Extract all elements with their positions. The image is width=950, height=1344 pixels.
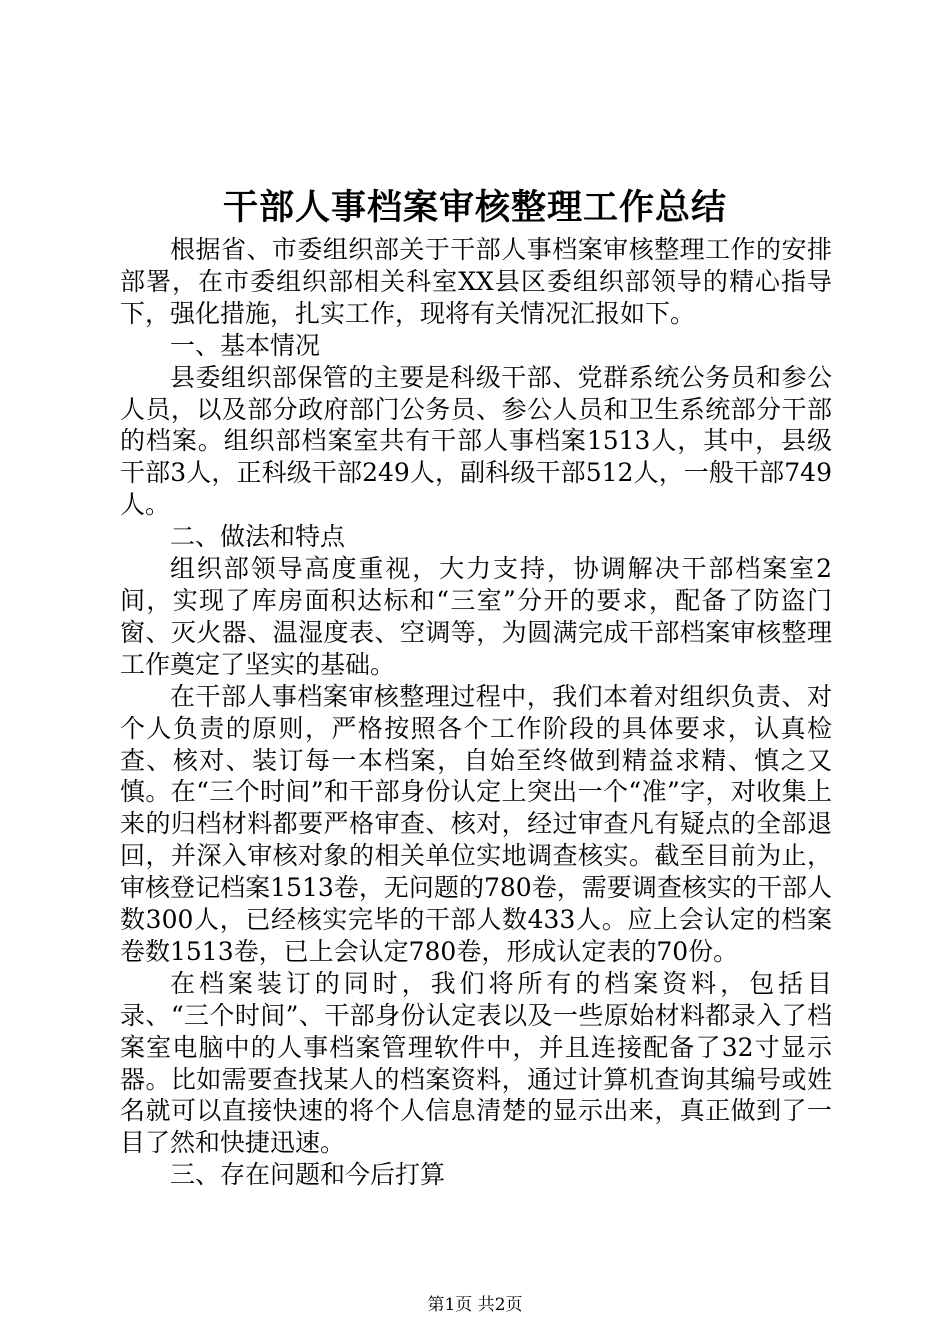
document-body — [120, 234, 832, 1191]
basic-situation-paragraph: 县委组织部保管的主要是科级干部、党群系统公务员和参公人员，以及部分政府部门公务员、参公人员和卫生系统部分干部的档案。组织部档案室共有干部人事档案1513人，其中，县级干部3人，正科级干部249人，副科级干部512人，一般干部749人。 — [120, 362, 832, 520]
document-title: 干部人事档案审核整理工作总结 — [222, 187, 727, 228]
intro-paragraph: 根据省、市委组织部关于干部人事档案审核整理工作的安排部署，在市委组织部相关科室XX县区委组织部领导的精心指导下，强化措施，扎实工作，现将有关情况汇报如下。 — [120, 235, 832, 328]
section-heading-methods: 二、做法和特点 — [170, 522, 346, 552]
methods-paragraph-1: 组织部领导高度重视，大力支持，协调解决干部档案室2间，实现了库房面积达标和“三室”分开的要求，配备了防盗门窗、灭火器、温湿度表、空调等，为圆满完成干部档案审核整理工作奠定了坚实的基础。 — [120, 554, 832, 679]
page-number-footer: 第1页 共2页 — [427, 1295, 523, 1315]
section-heading-problems: 三、存在问题和今后打算 — [170, 1160, 446, 1190]
methods-paragraph-3: 在档案装订的同时，我们将所有的档案资料，包括目录、“三个时间”、干部身份认定表以及一些原始材料都录入了档案室电脑中的人事档案管理软件中，并且连接配备了32寸显示器。比如需要查找某人的档案资料，通过计算机查询其编号或姓名就可以直接快速的将个人信息清楚的显示出来，真正做到了一目了然和快捷迅速。 — [120, 968, 832, 1158]
section-heading-basic-situation: 一、基本情况 — [170, 330, 321, 360]
methods-paragraph-2: 在干部人事档案审核整理过程中，我们本着对组织负责、对个人负责的原则，严格按照各个工作阶段的具体要求，认真检查、核对、装订每一本档案，自始至终做到精益求精、慎之又慎。在“三个时间”和干部身份认定上突出一个“准”字，对收集上来的归档材料都要严格审查、核对，经过审查凡有疑点的全部退回，并深入审核对象的相关单位实地调查核实。截至目前为止，审核登记档案1513卷，无问题的780卷，需要调查核实的干部人数300人，已经核实完毕的干部人数433人。应上会认定的档案卷数1513卷，已上会认定780卷，形成认定表的70份。 — [120, 681, 832, 966]
